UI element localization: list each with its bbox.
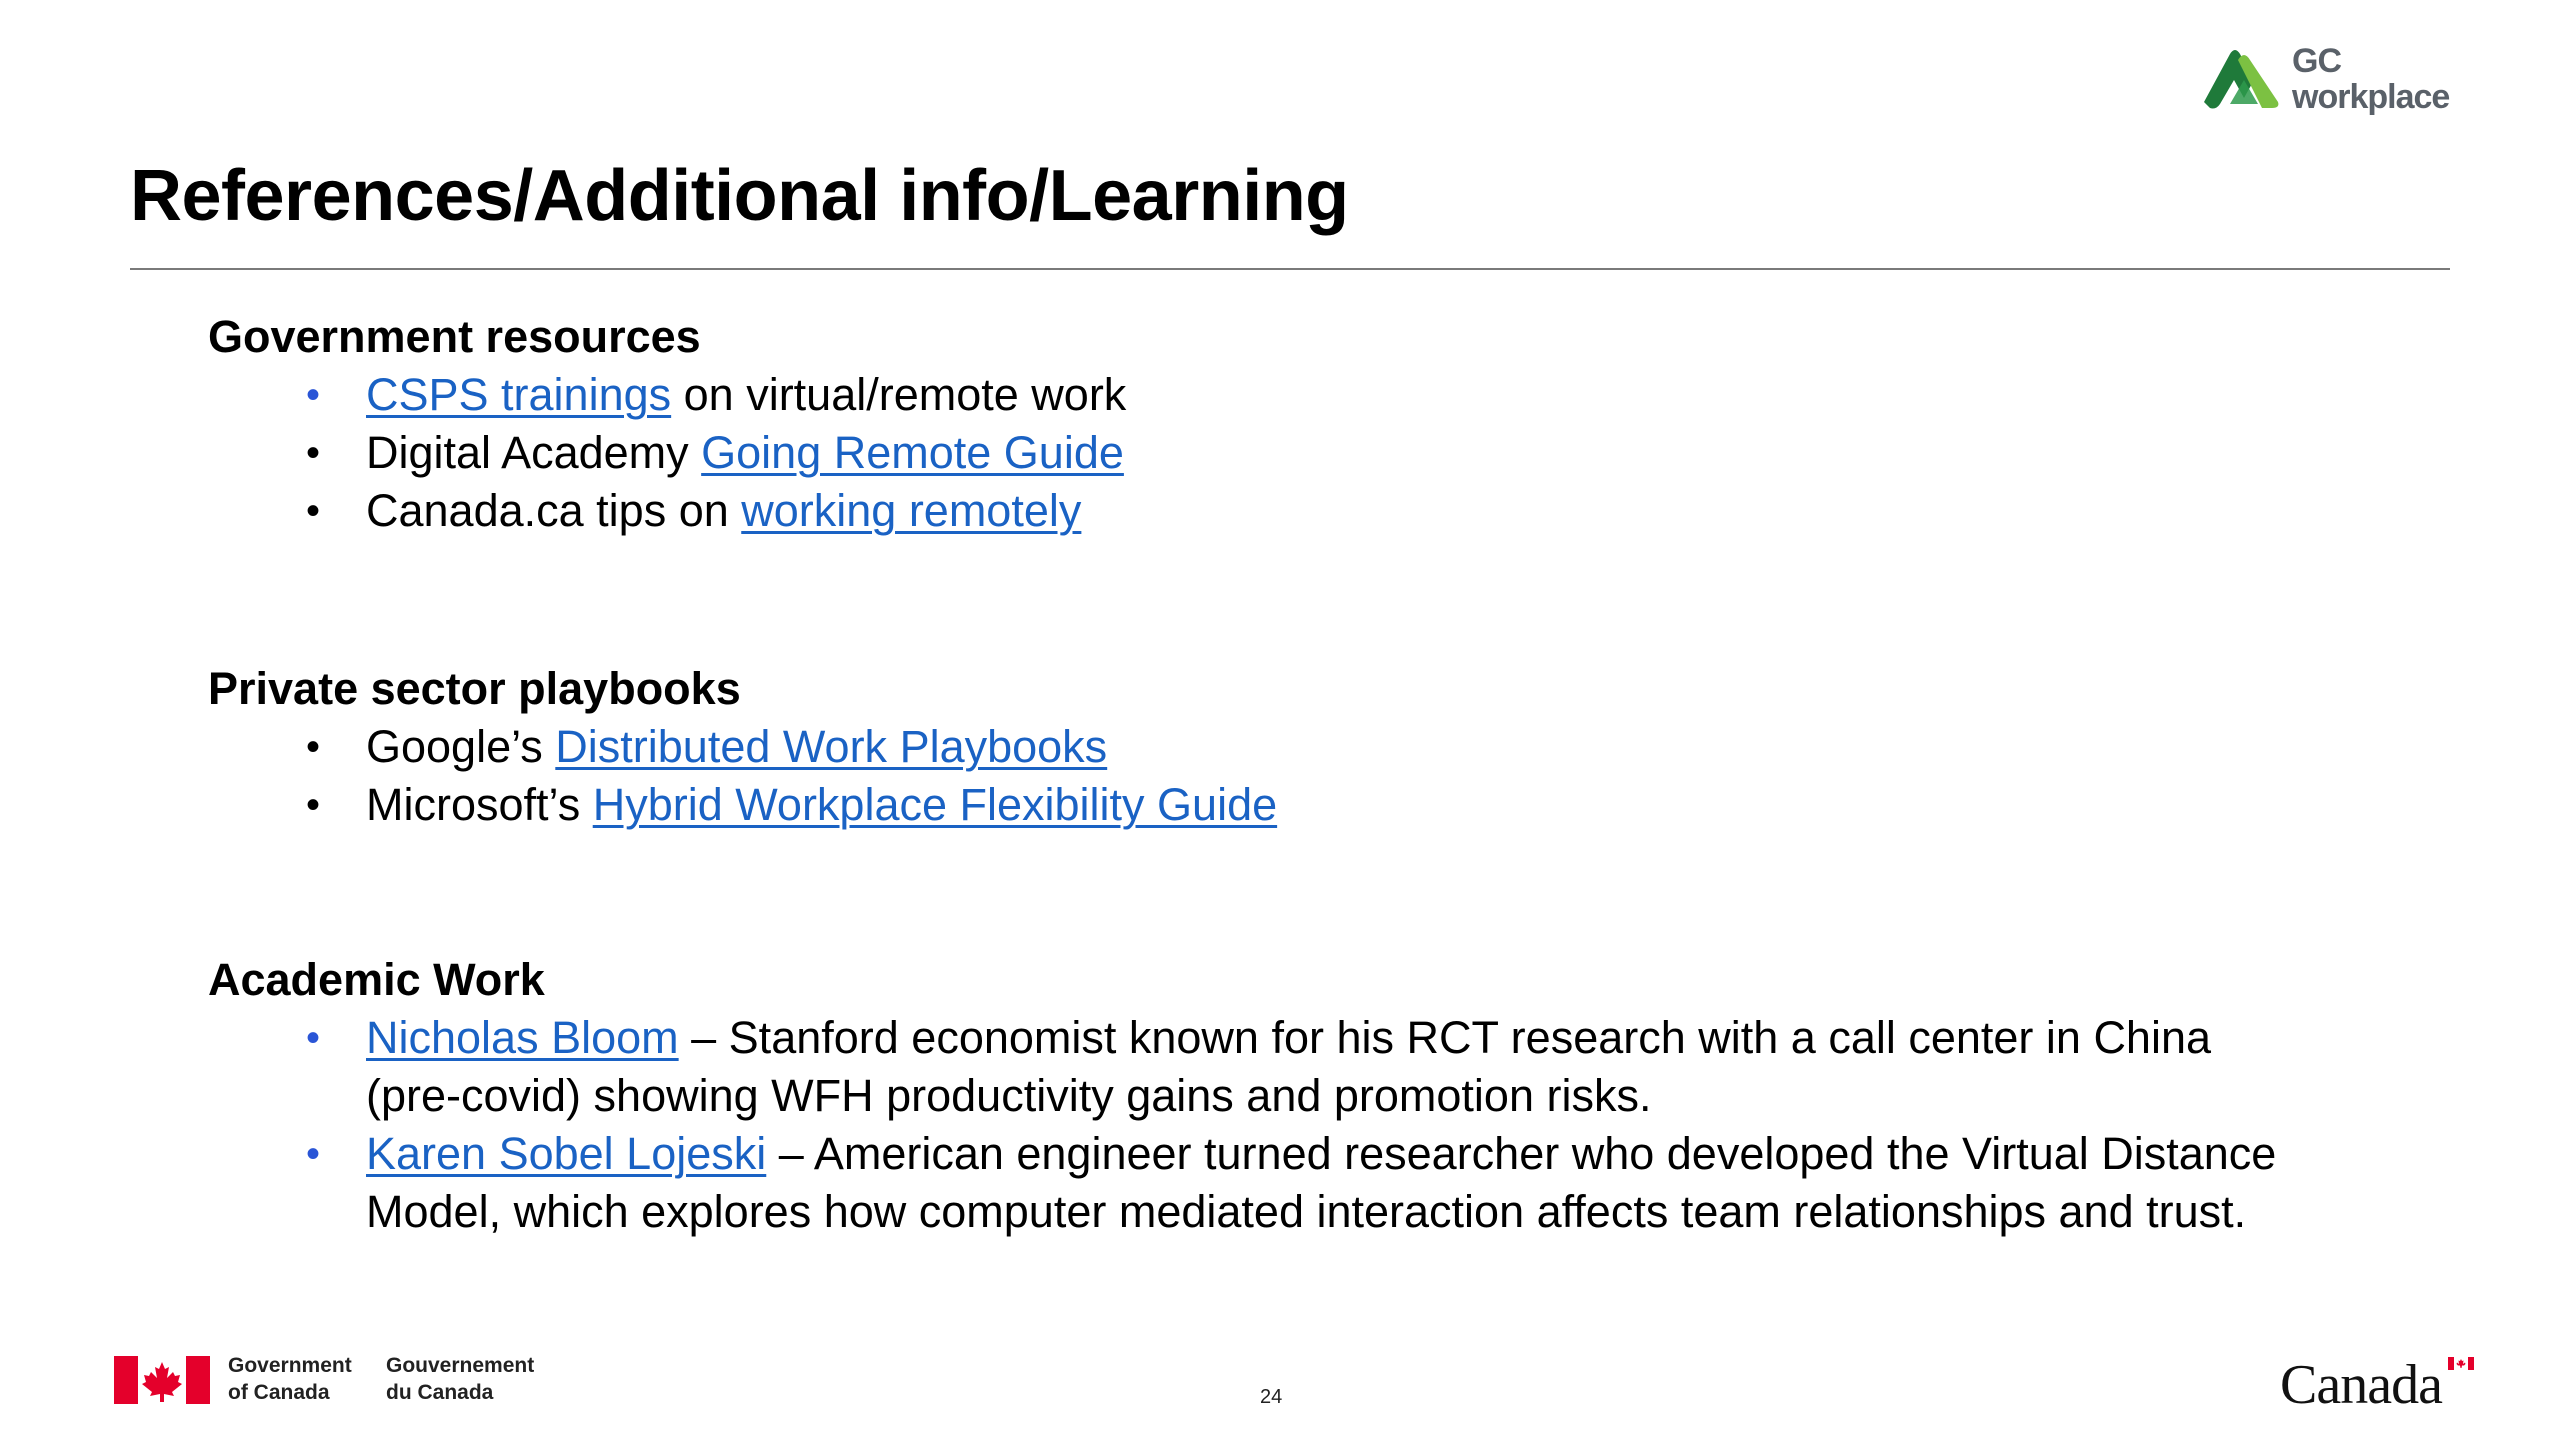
link-nicholas-bloom[interactable]: Nicholas Bloom (366, 1012, 679, 1063)
gc-workplace-logo-text (2292, 44, 2449, 114)
section-heading: Government resources (208, 311, 701, 362)
gov-text-french (386, 1352, 534, 1406)
item-suffix: – Stanford economist known for his RCT research with a call center in China (pre-covid) showing WFH productivity gains and promotion risks. (366, 1012, 2212, 1121)
item-prefix: Microsoft’s (366, 779, 593, 830)
bullet-icon: • (306, 1016, 321, 1060)
list-item (208, 366, 2308, 424)
gov-text-english (228, 1352, 352, 1406)
title-divider (130, 268, 2450, 270)
page-title: References/Additional info/Learning (130, 156, 1349, 236)
list-item (208, 718, 2308, 776)
bullet-list (208, 718, 2308, 834)
bullet-icon: • (306, 1132, 321, 1176)
gov-en-line1: Government (228, 1354, 352, 1377)
item-prefix: Google’s (366, 721, 556, 772)
bullet-icon: • (306, 431, 321, 475)
gov-en-line2: of Canada (228, 1381, 330, 1404)
list-item (208, 482, 2308, 540)
page-number: 24 (1260, 1386, 1283, 1408)
government-of-canada-signature (114, 1352, 574, 1412)
list-item (208, 1009, 2308, 1125)
link-csps-trainings[interactable]: CSPS trainings (366, 369, 672, 420)
list-item (208, 424, 2308, 482)
canada-wordmark-text: Canada (2280, 1354, 2442, 1416)
logo-line1: GC (2292, 42, 2341, 80)
link-working-remotely[interactable]: working remotely (741, 485, 1082, 536)
canada-wordmark-flag-icon (2448, 1357, 2474, 1370)
bullet-icon: • (306, 725, 321, 769)
section-heading: Private sector playbooks (208, 663, 741, 714)
item-suffix: – American engineer turned researcher who developed the Virtual Distance Model, which explores how computer mediated interaction affects team relationships and trust. (366, 1128, 2277, 1237)
section-government-resources (208, 308, 2308, 540)
gc-workplace-chevron-icon (2200, 40, 2286, 110)
gov-fr-line1: Gouvernement (386, 1354, 535, 1377)
list-item (208, 1125, 2308, 1241)
bullet-icon: • (306, 373, 321, 417)
gov-fr-line2: du Canada (386, 1381, 494, 1404)
section-private-sector-playbooks (208, 660, 2308, 834)
bullet-list (208, 366, 2308, 540)
bullet-icon: • (306, 489, 321, 533)
item-prefix: Digital Academy (366, 427, 702, 478)
gc-workplace-logo (2200, 40, 2490, 120)
section-academic-work (208, 951, 2308, 1241)
bullet-list (208, 1009, 2308, 1241)
item-suffix: on virtual/remote work (671, 369, 1127, 420)
link-hybrid-workplace-guide[interactable]: Hybrid Workplace Flexibility Guide (592, 779, 1278, 830)
logo-line2: workplace (2292, 78, 2450, 116)
list-item (208, 776, 2308, 834)
canada-wordmark (2280, 1355, 2480, 1415)
item-prefix: Canada.ca tips on (366, 485, 742, 536)
section-heading: Academic Work (208, 954, 545, 1005)
bullet-icon: • (306, 783, 321, 827)
link-karen-sobel-lojeski[interactable]: Karen Sobel Lojeski (366, 1128, 767, 1179)
canada-flag-icon (114, 1356, 210, 1404)
link-going-remote-guide[interactable]: Going Remote Guide (701, 427, 1124, 478)
link-distributed-work-playbooks[interactable]: Distributed Work Playbooks (555, 721, 1108, 772)
